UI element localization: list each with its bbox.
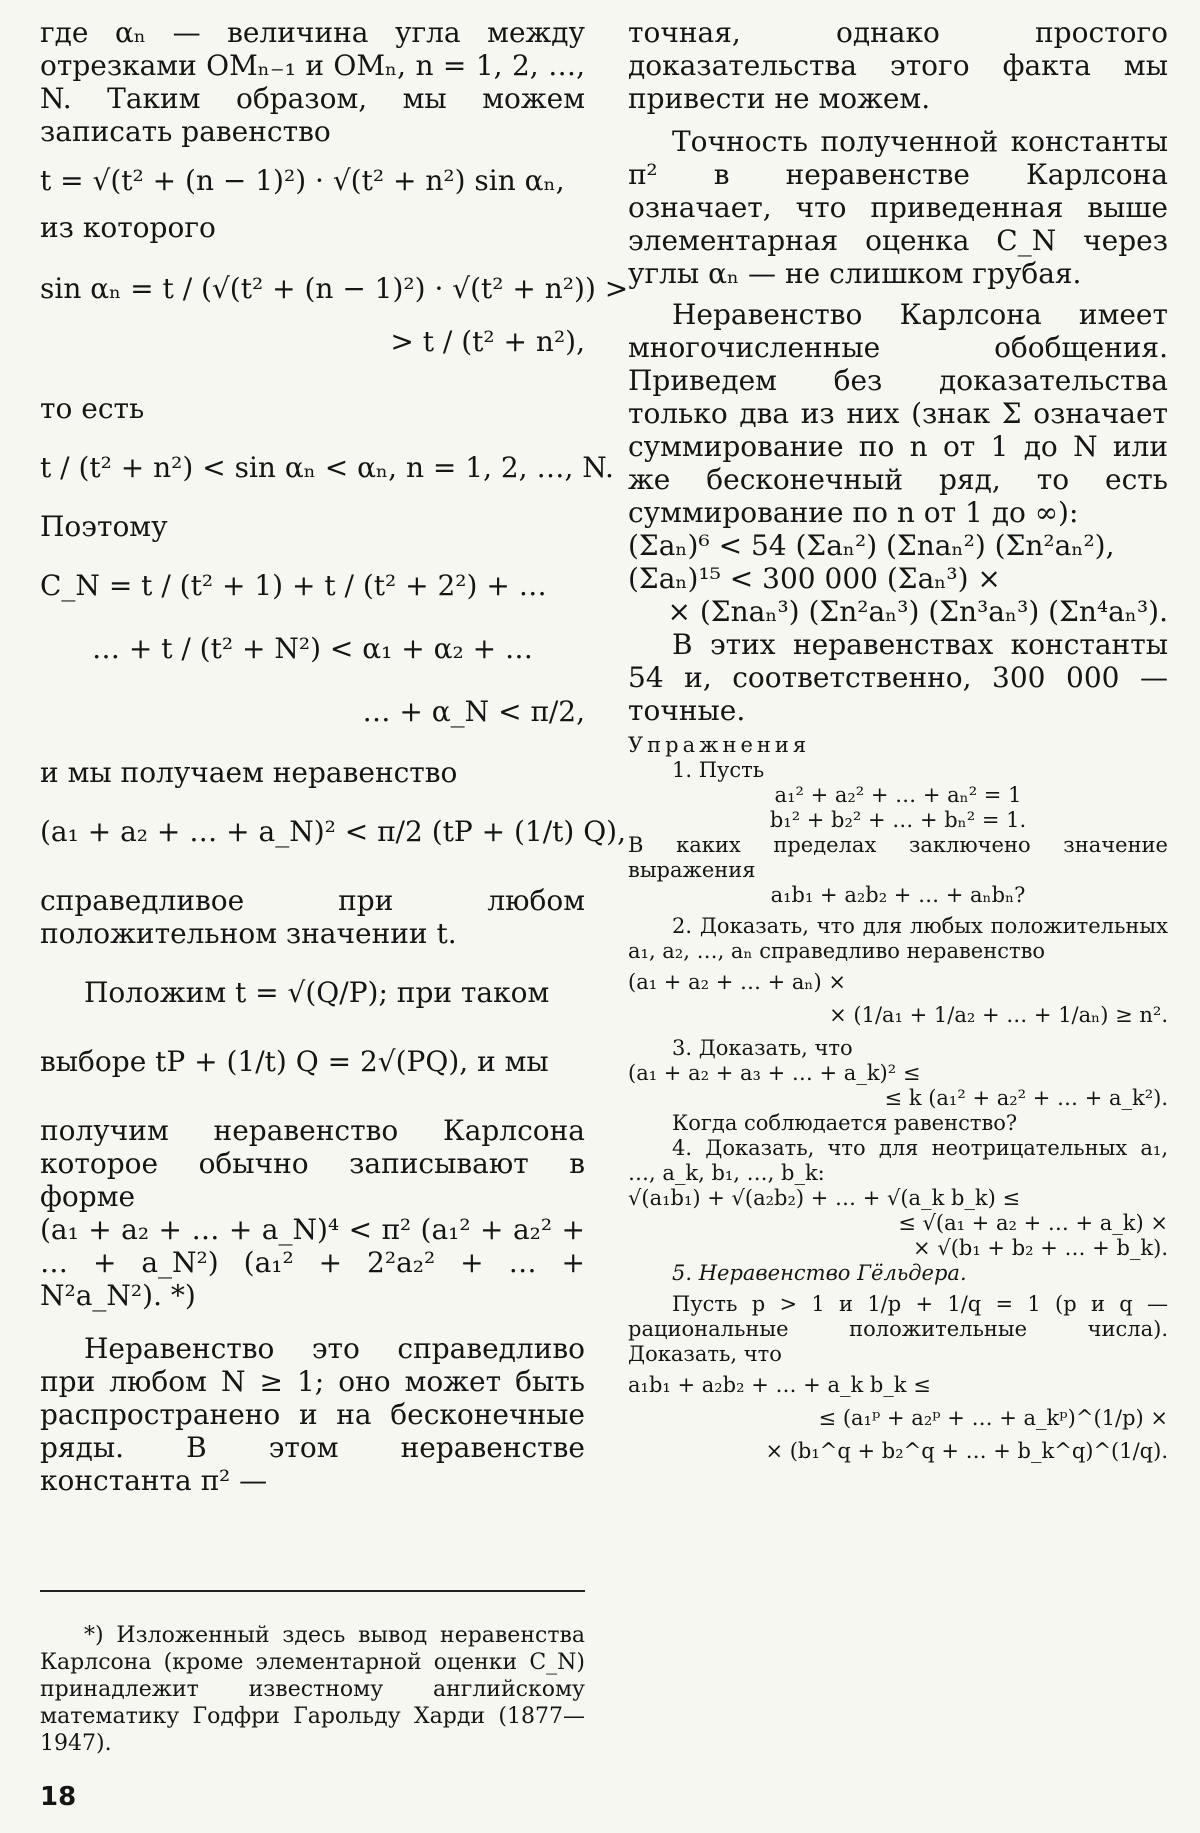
exercise-text: Когда соблюдается равенство?	[672, 1111, 1018, 1135]
formula: t = √(t² + (n − 1)²) · √(t² + n²) sin αₙ,	[40, 164, 565, 197]
exercise-text: В каких пределах заключено значение выражения	[628, 833, 1168, 882]
paragraph: и мы получаем неравенство	[40, 756, 458, 789]
paragraph: справедливое при любом положительном значении t.	[40, 884, 585, 950]
formula: b₁² + b₂² + … + bₙ² = 1.	[769, 808, 1027, 832]
exercise-2: 2. Доказать, что для любых положительных a₁, a₂, …, aₙ справедливо неравенство	[628, 914, 1168, 963]
paragraph: точная, однако простого доказательства этого факта мы привести не можем.	[628, 16, 1168, 115]
formula: ≤ √(a₁ + a₂ + … + a_k) ×	[898, 1211, 1168, 1235]
formula: (a₁ + a₂ + a₃ + … + a_k)² ≤	[628, 1061, 921, 1085]
formula: (a₁ + a₂ + … + a_N)⁴ < π² (a₁² + a₂² + … + a_N²) (a₁² + 2²a₂² + … + N²a_N²). *)	[40, 1213, 585, 1312]
paragraph: В этих неравенствах константы 54 и, соответственно, 300 000 — точные.	[628, 628, 1168, 727]
formula: C_N = t / (t² + 1) + t / (t² + 2²) + …	[40, 569, 547, 602]
exercise-3: 3. Доказать, что	[672, 1036, 853, 1060]
paragraph: Точность полученной константы π² в неравенстве Карлсона означает, что приведенная выше элементарная оценка C_N через углы αₙ — не слишком грубая.	[628, 125, 1168, 290]
left-column	[40, 16, 629, 1497]
exercise-5: 5. Неравенство Гёльдера.	[672, 1261, 967, 1285]
footnote-text: *) Изложенный здесь вывод неравенства Карлсона (кроме элементарной оценки C_N) принадлежит известному английскому математику Годфри Гарольду Харди (1877—1947).	[40, 1623, 585, 1756]
formula: (a₁ + a₂ + … + aₙ) ×	[628, 970, 846, 994]
formula: √(a₁b₁) + √(a₂b₂) + … + √(a_k b_k) ≤	[628, 1186, 1021, 1210]
paragraph: Положим t = √(Q/P); при таком	[84, 976, 550, 1009]
formula: (a₁ + a₂ + … + a_N)² < π/2 (tP + (1/t) Q),	[40, 815, 627, 848]
paragraph: Неравенство это справедливо при любом N ≥ 1; оно может быть распространено и на бесконечные ряды. В этом неравенстве константа π² —	[40, 1332, 585, 1497]
formula: × (Σnaₙ³) (Σn²aₙ³) (Σn³aₙ³) (Σn⁴aₙ³).	[667, 595, 1168, 628]
formula: a₁b₁ + a₂b₂ + … + aₙbₙ?	[770, 883, 1026, 907]
paragraph: из которого	[40, 211, 216, 244]
paragraph: получим неравенство Карлсона которое обычно записывают в форме	[40, 1114, 585, 1213]
formula: × (1/a₁ + 1/a₂ + … + 1/aₙ) ≥ n².	[829, 1003, 1168, 1027]
formula: > t / (t² + n²),	[390, 325, 585, 358]
formula: … + t / (t² + N²) < α₁ + α₂ + …	[91, 632, 534, 665]
exercise-4: 4. Доказать, что для неотрицательных a₁, …, a_k, b₁, …, b_k:	[628, 1136, 1168, 1185]
formula: (Σaₙ)¹⁵ < 300 000 (Σaₙ³) ×	[628, 562, 1001, 595]
formula: × (b₁^q + b₂^q + … + b_k^q)^(1/q).	[765, 1439, 1168, 1463]
formula: … + α_N < π/2,	[362, 695, 585, 728]
paragraph: выборе tP + (1/t) Q = 2√(PQ), и мы	[40, 1045, 549, 1078]
formula: a₁b₁ + a₂b₂ + … + a_k b_k ≤	[628, 1373, 931, 1397]
formula: t / (t² + n²) < sin αₙ < αₙ, n = 1, 2, …, N.	[40, 451, 614, 484]
page-number: 18	[40, 1782, 77, 1812]
paragraph: Поэтому	[40, 510, 168, 543]
formula: ≤ (a₁ᵖ + a₂ᵖ + … + a_kᵖ)^(1/p) ×	[818, 1406, 1168, 1430]
paragraph: то есть	[40, 392, 145, 425]
formula: sin αₙ = t / (√(t² + (n − 1)²) · √(t² + n²)) >	[40, 272, 629, 305]
paragraph: Неравенство Карлсона имеет многочисленные обобщения. Приведем без доказательства только два из них (знак Σ означает суммирование по n от 1 до N или же бесконечный ряд, то есть суммирование по n от 1 до ∞):	[628, 298, 1168, 529]
footnote	[40, 1622, 585, 1757]
formula: ≤ k (a₁² + a₂² + … + a_k²).	[884, 1086, 1168, 1110]
exercise-1: 1. Пусть	[672, 758, 765, 782]
formula: (Σaₙ)⁶ < 54 (Σaₙ²) (Σnaₙ²) (Σn²aₙ²),	[628, 529, 1115, 562]
formula: a₁² + a₂² + … + aₙ² = 1	[774, 783, 1022, 807]
exercise-text: Пусть p > 1 и 1/p + 1/q = 1 (p и q — рациональные положительные числа). Доказать, что	[628, 1292, 1168, 1366]
exercises-heading: Упражнения	[628, 733, 811, 757]
paragraph: где αₙ — величина угла между отрезками OMₙ₋₁ и OMₙ, n = 1, 2, …, N. Таким образом, мы можем записать равенство	[40, 16, 585, 148]
formula: × √(b₁ + b₂ + … + b_k).	[913, 1236, 1168, 1260]
right-column	[628, 16, 1168, 1464]
footnote-divider	[40, 1590, 585, 1592]
